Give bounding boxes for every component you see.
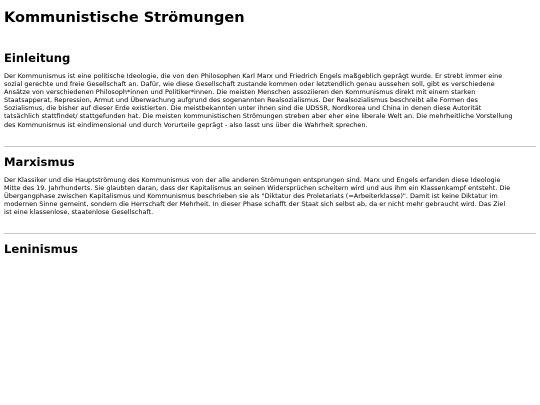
page-title: Kommunistische Strömungen bbox=[4, 10, 245, 26]
section-divider bbox=[4, 233, 536, 234]
paragraph-line: Übergangphase zwischen Kapitalismus und Kommunismus beschrieben sie als "Diktatur des Proletariats (=Arbeiterklasse)". Damit ist keine Diktatur im bbox=[4, 192, 498, 201]
paragraph-line: sozial gerechte und freie Gesellschaft an. Dafür, wie diese Gesellschaft zustande kommen oder letztendlich genau aussehen soll, gibt es verschiedene bbox=[4, 80, 495, 89]
paragraph-line: modernen Sinne gemeint, sondern die Herrschaft der Mehrheit. In dieser Phase schafft der Staat sich selbst ab, da er nicht mehr gebraucht wird. Das Ziel bbox=[4, 200, 506, 209]
section-heading-marxismus: Marxismus bbox=[4, 155, 75, 169]
paragraph-line: des Kommunismus ist eindimensional und durch Vorurteile geprägt - also lasst uns über die Wahrheit sprechen. bbox=[4, 120, 368, 129]
paragraph-line: Mitte des 19. Jahrhunderts. Sie glaubten daran, dass der Kapitalismus an seinen Widersprüchen scheitern wird und aus ihm ein Klassenkampf entsteht. Die bbox=[4, 184, 511, 193]
paragraph-line: Ansätze von verschiedenen Philosoph*innen und Politiker*innen. Die meisten Menschen assoziieren den Kommunismus direkt mit einem starken bbox=[4, 88, 476, 97]
paragraph-line: Der Klassiker und die Hauptströmung des Kommunismus von der alle anderen Strömungen entsprungen sind. Marx und Engels erfanden diese Ideologie bbox=[4, 176, 501, 184]
section-einleitung bbox=[4, 51, 536, 129]
section-heading-einleitung: Einleitung bbox=[4, 51, 71, 65]
section-paragraph-einleitung bbox=[4, 72, 536, 129]
paragraph-line: Sozialismus, die bisher auf dieser Erde existierten. Die meistbekannten unter ihnen sind die UDSSR, Nordkorea und China in denen diese Autorität bbox=[4, 104, 482, 113]
section-leninismus bbox=[4, 242, 536, 256]
section-paragraph-marxismus bbox=[4, 176, 536, 216]
section-heading-leninismus: Leninismus bbox=[4, 242, 78, 256]
paragraph-line: ist eine klassenlose, staatenlose Gesellschaft. bbox=[4, 208, 154, 217]
section-divider bbox=[4, 146, 536, 147]
paragraph-line: tatsächlich stattfindet/ stattgefunden hat. Die meisten kommunistischen Strömungen streben aber eher eine liberale Welt an. Die mehrheitliche Vorstellung bbox=[4, 112, 513, 121]
paragraph-line: Der Kommunismus ist eine politische Ideologie, die von den Philosophen Karl Marx und Friedrich Engels maßgeblich geprägt wurde. Er strebt immer eine bbox=[4, 72, 503, 80]
paragraph-line: Staatsapperat, Repression, Armut und Überwachung aufgrund des sogenannten Realsozialismus. Der Realsozialismus beschreibt alle Formen des bbox=[4, 96, 478, 105]
section-marxismus bbox=[4, 155, 536, 216]
